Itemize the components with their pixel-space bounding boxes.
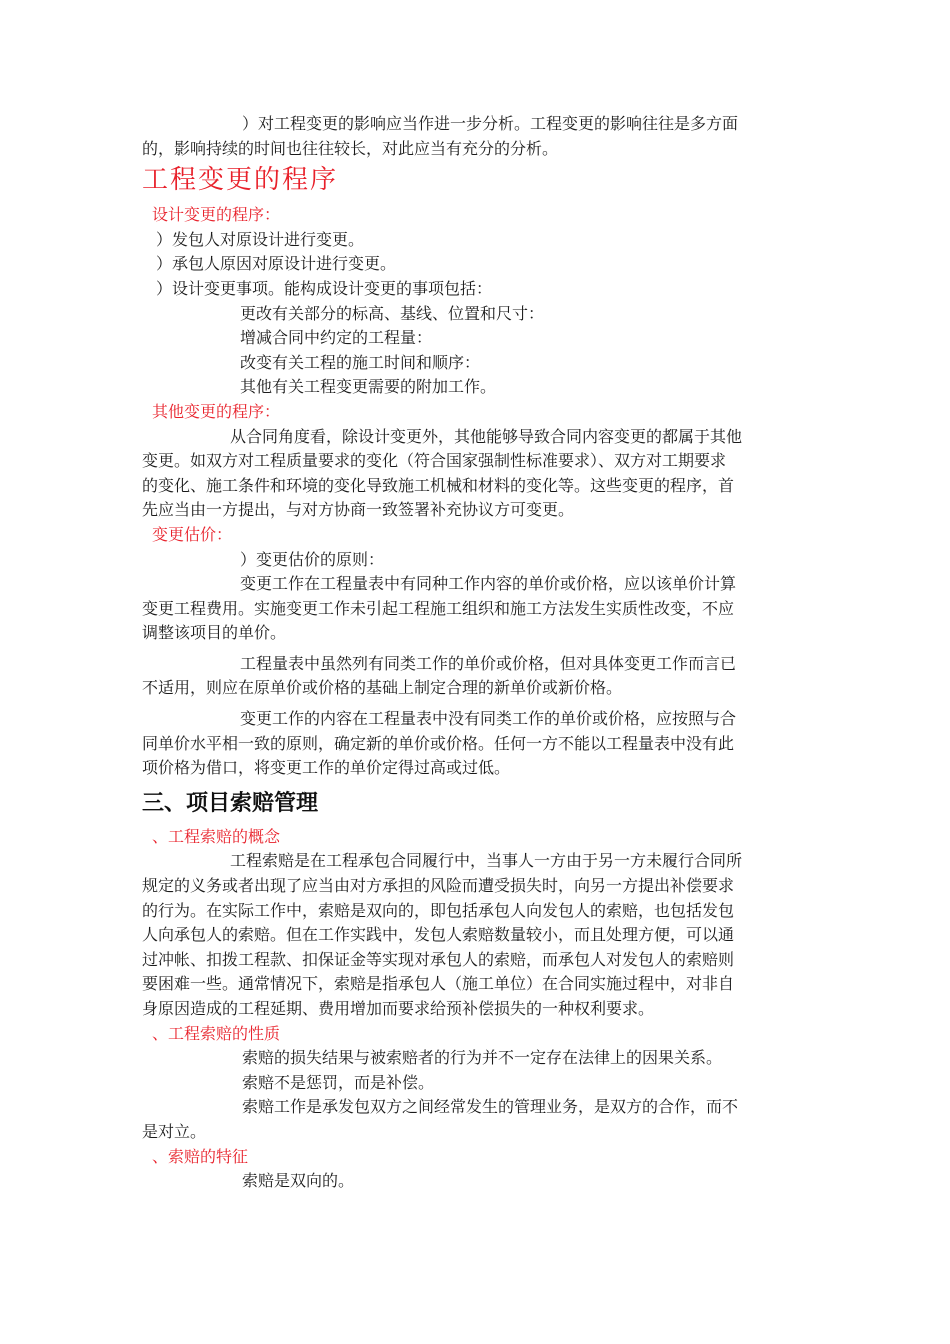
intro-line-2: 的，影响持续的时间也往往较长，对此应当有充分的分析。 bbox=[142, 138, 559, 158]
valuation-p2-line-1: 工程量表中虽然列有同类工作的单价或价格，但对具体变更工作而言已 bbox=[240, 653, 737, 673]
design-item-2: ）承包人原因对原设计进行变更。 bbox=[156, 254, 397, 274]
valuation-p1-line-1: 变更工作在工程量表中有同种工作内容的单价或价格，应以该单价计算 bbox=[240, 574, 737, 594]
nature-line-3a: 索赔工作是承发包双方之间经常发生的管理业务，是双方的合作，而不 bbox=[242, 1097, 739, 1117]
valuation-p3-line-2: 同单价水平相一致的原则，确定新的单价或价格。任何一方不能以工程量表中没有此 bbox=[142, 733, 735, 753]
heading-claim-features: 、索赔的特征 bbox=[152, 1146, 249, 1166]
other-line-2: 变更。如双方对工程质量要求的变化（符合国家强制性标准要求）、双方对工期要求 bbox=[142, 451, 727, 471]
design-item-3: ）设计变更事项。能构成设计变更的事项包括： bbox=[156, 278, 493, 298]
nature-line-1: 索赔的损失结果与被索赔者的行为并不一定存在法律上的因果关系。 bbox=[242, 1048, 723, 1068]
concept-line-1: 工程索赔是在工程承包合同履行中，当事人一方由于另一方未履行合同所 bbox=[230, 851, 743, 871]
heading-claim-concept: 、工程索赔的概念 bbox=[152, 826, 281, 846]
other-line-3: 的变化、施工条件和环境的变化导致施工机械和材料的变化等。这些变更的程序，首 bbox=[142, 475, 735, 495]
nature-line-2: 索赔不是惩罚，而是补偿。 bbox=[242, 1072, 435, 1092]
concept-line-2: 规定的义务或者出现了应当由对方承担的风险而遭受损失时，向另一方提出补偿要求 bbox=[142, 876, 735, 896]
concept-line-4: 人向承包人的索赔。但在工作实践中，发包人索赔数量较小，而且处理方便，可以通 bbox=[142, 925, 735, 945]
design-subitem-4: 其他有关工程变更需要的附加工作。 bbox=[240, 377, 497, 397]
nature-line-3b: 是对立。 bbox=[142, 1121, 207, 1141]
other-line-4: 先应当由一方提出，与对方协商一致签署补充协议方可变更。 bbox=[142, 500, 575, 520]
heading-other-change: 其他变更的程序： bbox=[152, 401, 281, 421]
heading-design-change: 设计变更的程序： bbox=[152, 205, 281, 225]
heading-claim-nature: 、工程索赔的性质 bbox=[152, 1023, 281, 1043]
valuation-p1-line-3: 调整该项目的单价。 bbox=[142, 623, 287, 643]
design-subitem-2: 增减合同中约定的工程量： bbox=[240, 328, 433, 348]
other-line-1: 从合同角度看，除设计变更外，其他能够导致合同内容变更的都属于其他 bbox=[230, 426, 743, 446]
concept-line-5: 过冲帐、扣拨工程款、扣保证金等实现对承包人的索赔，而承包人对发包人的索赔则 bbox=[142, 949, 735, 969]
design-item-1: ）发包人对原设计进行变更。 bbox=[156, 229, 365, 249]
design-subitem-1: 更改有关部分的标高、基线、位置和尺寸： bbox=[240, 303, 545, 323]
design-subitem-3: 改变有关工程的施工时间和顺序： bbox=[240, 352, 481, 372]
valuation-principle: ）变更估价的原则： bbox=[240, 549, 385, 569]
valuation-p3-line-3: 项价格为借口，将变更工作的单价定得过高或过低。 bbox=[142, 758, 511, 778]
concept-line-6: 要困难一些。通常情况下，索赔是指承包人（施工单位）在合同实施过程中，对非自 bbox=[142, 974, 735, 994]
features-line-1: 索赔是双向的。 bbox=[242, 1171, 355, 1191]
concept-line-7: 身原因造成的工程延期、费用增加而要求给预补偿损失的一种权利要求。 bbox=[142, 999, 655, 1018]
concept-line-3: 的行为。在实际工作中，索赔是双向的，即包括承包人向发包人的索赔，也包括发包 bbox=[142, 900, 735, 920]
section-title-change-procedure: 工程变更的程序 bbox=[142, 165, 339, 196]
heading-valuation: 变更估价： bbox=[152, 524, 233, 544]
document-page bbox=[142, 112, 812, 1194]
section-title-claims: 三、项目索赔管理 bbox=[142, 790, 319, 816]
valuation-p1-line-2: 变更工程费用。实施变更工作未引起工程施工组织和施工方法发生实质性改变，不应 bbox=[142, 598, 735, 618]
valuation-p2-line-2: 不适用，则应在原单价或价格的基础上制定合理的新单价或新价格。 bbox=[142, 678, 623, 698]
intro-line-1: ）对工程变更的影响应当作进一步分析。工程变更的影响往往是多方面 bbox=[242, 114, 739, 133]
valuation-p3-line-1: 变更工作的内容在工程量表中没有同类工作的单价或价格，应按照与合 bbox=[240, 709, 737, 729]
